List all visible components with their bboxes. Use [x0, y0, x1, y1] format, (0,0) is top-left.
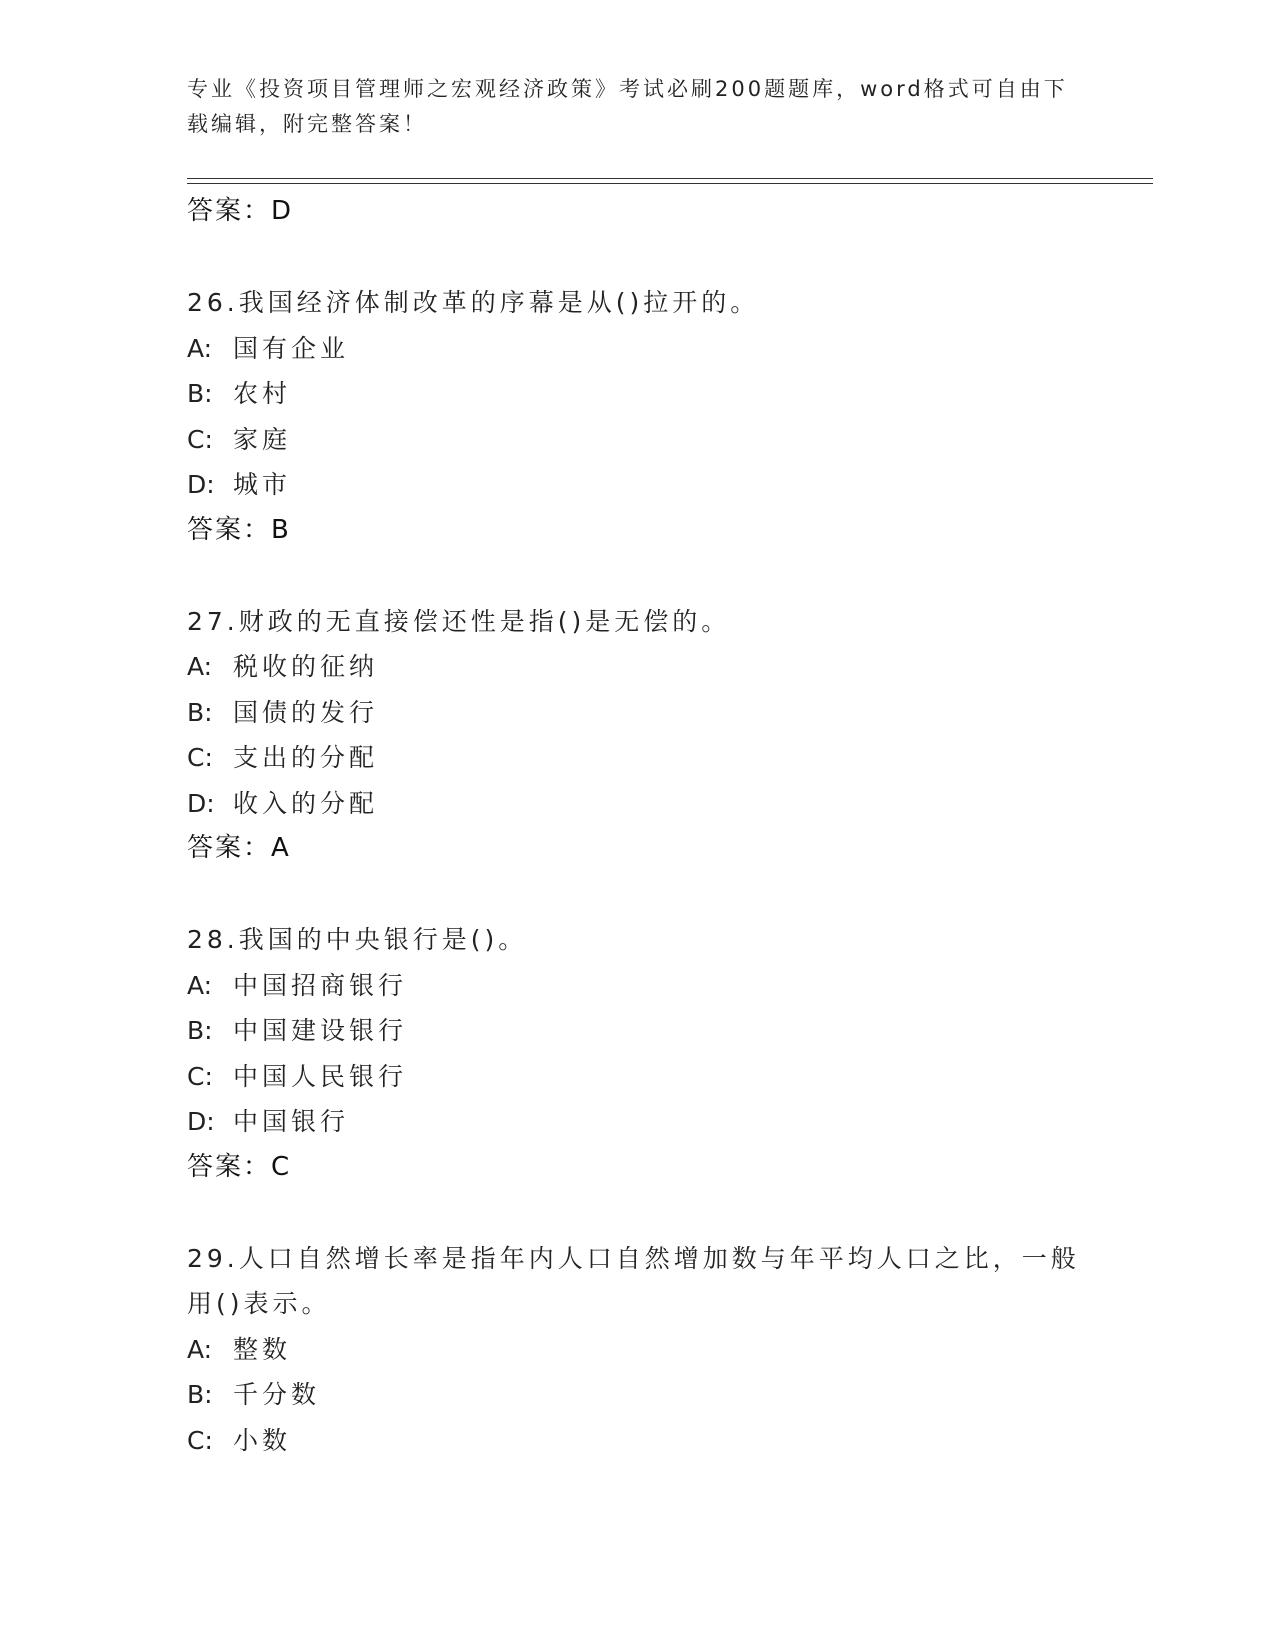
- option-letter: A:: [187, 652, 213, 681]
- option-b: [187, 690, 1087, 736]
- question-text: 29.人口自然增长率是指年内人口自然增加数与年平均人口之比，一般用()表示。: [187, 1243, 1080, 1318]
- option-letter: C:: [187, 1425, 213, 1455]
- option-text: 国债的发行: [233, 697, 379, 727]
- question-block: [187, 599, 1087, 872]
- option-b: [187, 1008, 1087, 1054]
- option-text: 国有企业: [233, 333, 350, 363]
- answer-line: 答案：B: [187, 514, 291, 545]
- option-d: [187, 1099, 1087, 1145]
- option-c: [187, 417, 1087, 463]
- option-text: 中国建设银行: [233, 1016, 408, 1045]
- header-divider-top: [187, 178, 1153, 179]
- option-letter: D:: [187, 1107, 215, 1136]
- question-list: [187, 189, 1087, 1463]
- option-text: 税收的征纳: [233, 652, 379, 681]
- option-text: 中国人民银行: [233, 1061, 408, 1091]
- option-letter: B:: [187, 379, 213, 408]
- option-a: [187, 644, 1087, 690]
- question-block: [187, 917, 1087, 1190]
- option-a: [187, 1327, 1087, 1373]
- option-text: 千分数: [233, 1380, 321, 1409]
- option-letter: C:: [187, 743, 213, 772]
- document-header: 专业《投资项目管理师之宏观经济政策》考试必刷200题题库，word格式可自由下载编辑，附完整答案！: [187, 77, 1068, 136]
- option-c: [187, 735, 1087, 781]
- option-text: 农村: [233, 379, 292, 408]
- spacer: [187, 235, 1087, 281]
- option-text: 小数: [233, 1425, 292, 1455]
- option-a: [187, 963, 1087, 1009]
- option-text: 中国银行: [233, 1107, 350, 1136]
- question-text: 26.我国经济体制改革的序幕是从()拉开的。: [187, 288, 760, 317]
- option-text: 收入的分配: [233, 788, 379, 818]
- question-block: [187, 280, 1087, 553]
- answer-line: 答案：C: [187, 1151, 292, 1182]
- question-text: 28.我国的中央银行是()。: [187, 925, 528, 954]
- option-text: 城市: [233, 470, 292, 499]
- option-b: [187, 371, 1087, 417]
- option-c: [187, 1054, 1087, 1100]
- option-a: [187, 326, 1087, 372]
- option-letter: A:: [187, 970, 213, 1000]
- option-text: 整数: [233, 1334, 292, 1364]
- option-text: 支出的分配: [233, 743, 379, 772]
- option-letter: B:: [187, 1016, 213, 1045]
- spacer: [187, 553, 1087, 599]
- spacer: [187, 872, 1087, 918]
- spacer: [187, 1190, 1087, 1236]
- option-letter: C:: [187, 1061, 213, 1091]
- answer-line: 答案：D: [187, 196, 294, 226]
- option-d: [187, 462, 1087, 508]
- option-letter: C:: [187, 424, 213, 454]
- question-text: 27.财政的无直接偿还性是指()是无偿的。: [187, 606, 731, 636]
- option-letter: A:: [187, 333, 213, 363]
- option-letter: D:: [187, 470, 215, 499]
- option-text: 中国招商银行: [233, 970, 408, 1000]
- answer-line: 答案：A: [187, 833, 291, 863]
- option-letter: D:: [187, 788, 215, 818]
- option-d: [187, 781, 1087, 827]
- option-letter: A:: [187, 1334, 213, 1364]
- option-text: 家庭: [233, 424, 292, 454]
- question-block: [187, 1236, 1087, 1464]
- option-letter: B:: [187, 697, 213, 727]
- header-divider-bottom: [187, 183, 1153, 184]
- option-c: [187, 1418, 1087, 1464]
- option-b: [187, 1372, 1087, 1418]
- option-letter: B:: [187, 1380, 213, 1409]
